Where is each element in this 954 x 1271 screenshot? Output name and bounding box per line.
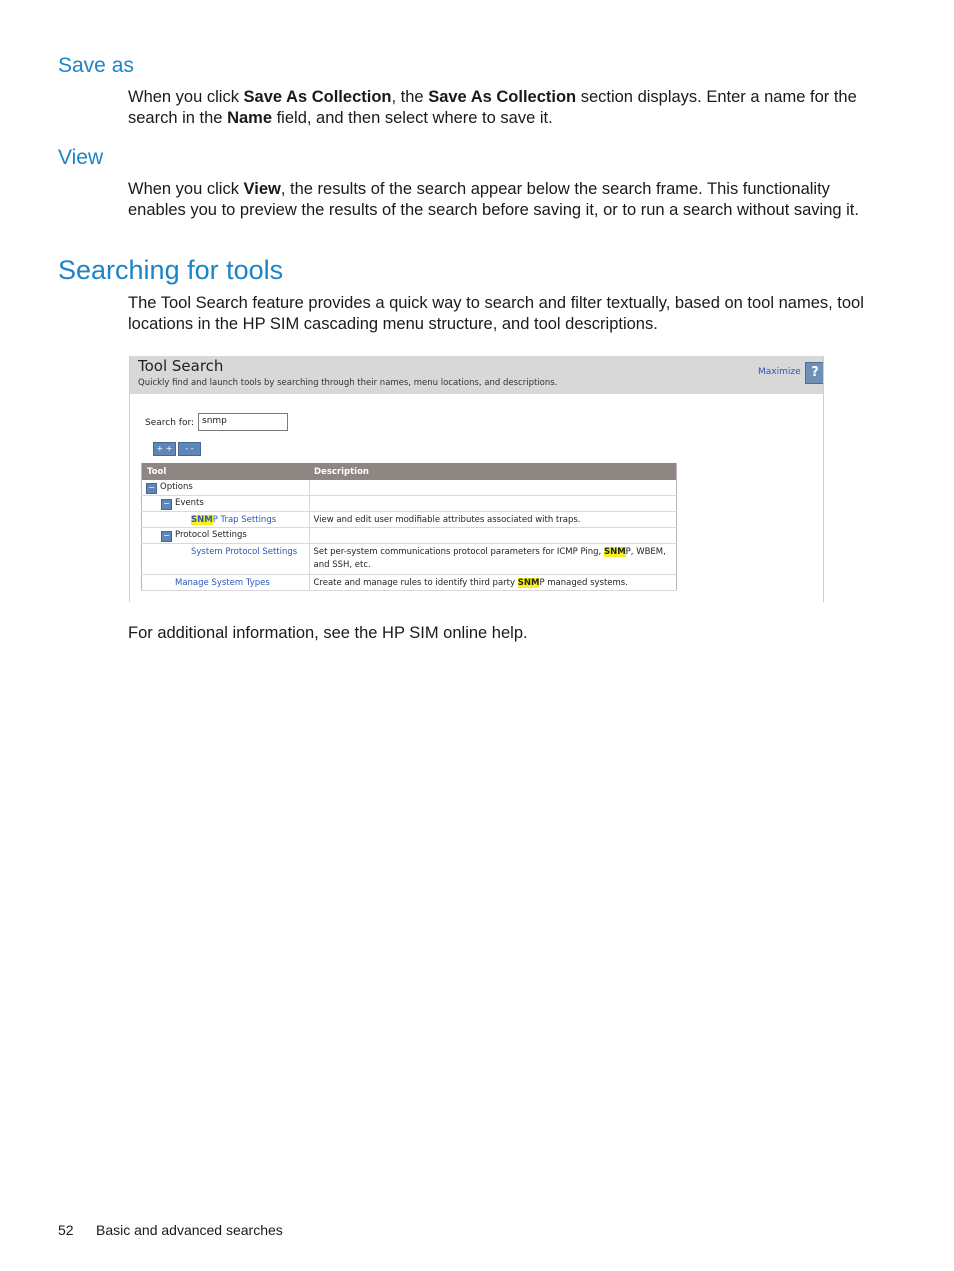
table-cell	[309, 496, 677, 512]
collapse-all-button[interactable]: - -	[178, 442, 201, 456]
tool-description: Create and manage rules to identify third party SNMP managed systems.	[309, 575, 677, 591]
searching-intro-paragraph: The Tool Search feature provides a quick way to search and filter textually, based on tool names, tool locations in the HP SIM cascading menu structure, and tool descriptions.	[128, 294, 864, 333]
tree-node-options[interactable]: − Options	[142, 480, 310, 496]
search-input[interactable]: snmp	[198, 413, 288, 431]
additional-info-paragraph: For additional information, see the HP SIM online help.	[128, 624, 528, 642]
table-row	[142, 575, 677, 591]
column-header-tool: Tool	[142, 463, 310, 480]
table-row	[142, 480, 677, 496]
footer-section-title: Basic and advanced searches	[96, 1222, 283, 1238]
save-as-paragraph: When you click Save As Collection, the Save As Collection section displays. Enter a name for the search in the Name field, and then select where to save it.	[128, 88, 857, 127]
collapse-icon[interactable]: −	[161, 499, 172, 510]
table-cell	[309, 480, 677, 496]
table-cell	[309, 528, 677, 544]
tool-search-title: Tool Search	[138, 357, 224, 375]
tool-description: Set per-system communications protocol parameters for ICMP Ping, SNMP, WBEM, and SSH, etc.	[309, 544, 677, 575]
table-row	[142, 496, 677, 512]
collapse-icon[interactable]: −	[146, 483, 157, 494]
table-header-row	[142, 463, 677, 480]
page-number: 52	[58, 1222, 74, 1238]
heading-view: View	[58, 146, 104, 169]
tool-search-header	[130, 356, 823, 394]
tool-search-subtitle: Quickly find and launch tools by searching through their names, menu locations, and descriptions.	[138, 378, 558, 388]
search-label: Search for:	[145, 418, 195, 428]
tree-node-protocol-settings[interactable]: − Protocol Settings	[142, 528, 310, 544]
tool-search-screenshot	[129, 356, 824, 602]
heading-save-as: Save as	[58, 54, 134, 77]
table-row	[142, 512, 677, 528]
tool-description: View and edit user modifiable attributes associated with traps.	[309, 512, 677, 528]
view-paragraph: When you click View, the results of the search appear below the search frame. This functionality enables you to preview the results of the search before saving it, or to run a search without saving it.	[128, 180, 859, 219]
tree-node-events[interactable]: − Events	[142, 496, 310, 512]
tool-link-snmp-trap-settings[interactable]: SNMP Trap Settings	[142, 512, 310, 528]
maximize-link[interactable]: Maximize	[758, 367, 801, 377]
table-row	[142, 528, 677, 544]
table-row	[142, 544, 677, 575]
column-header-description: Description	[309, 463, 677, 480]
tool-results-table	[141, 463, 677, 591]
collapse-icon[interactable]: −	[161, 531, 172, 542]
tool-link-manage-system-types[interactable]: Manage System Types	[142, 575, 310, 591]
expand-all-button[interactable]: + +	[153, 442, 176, 456]
tool-link-system-protocol-settings[interactable]: System Protocol Settings	[142, 544, 310, 575]
help-icon[interactable]: ?	[805, 362, 824, 384]
heading-searching-for-tools: Searching for tools	[58, 255, 284, 285]
